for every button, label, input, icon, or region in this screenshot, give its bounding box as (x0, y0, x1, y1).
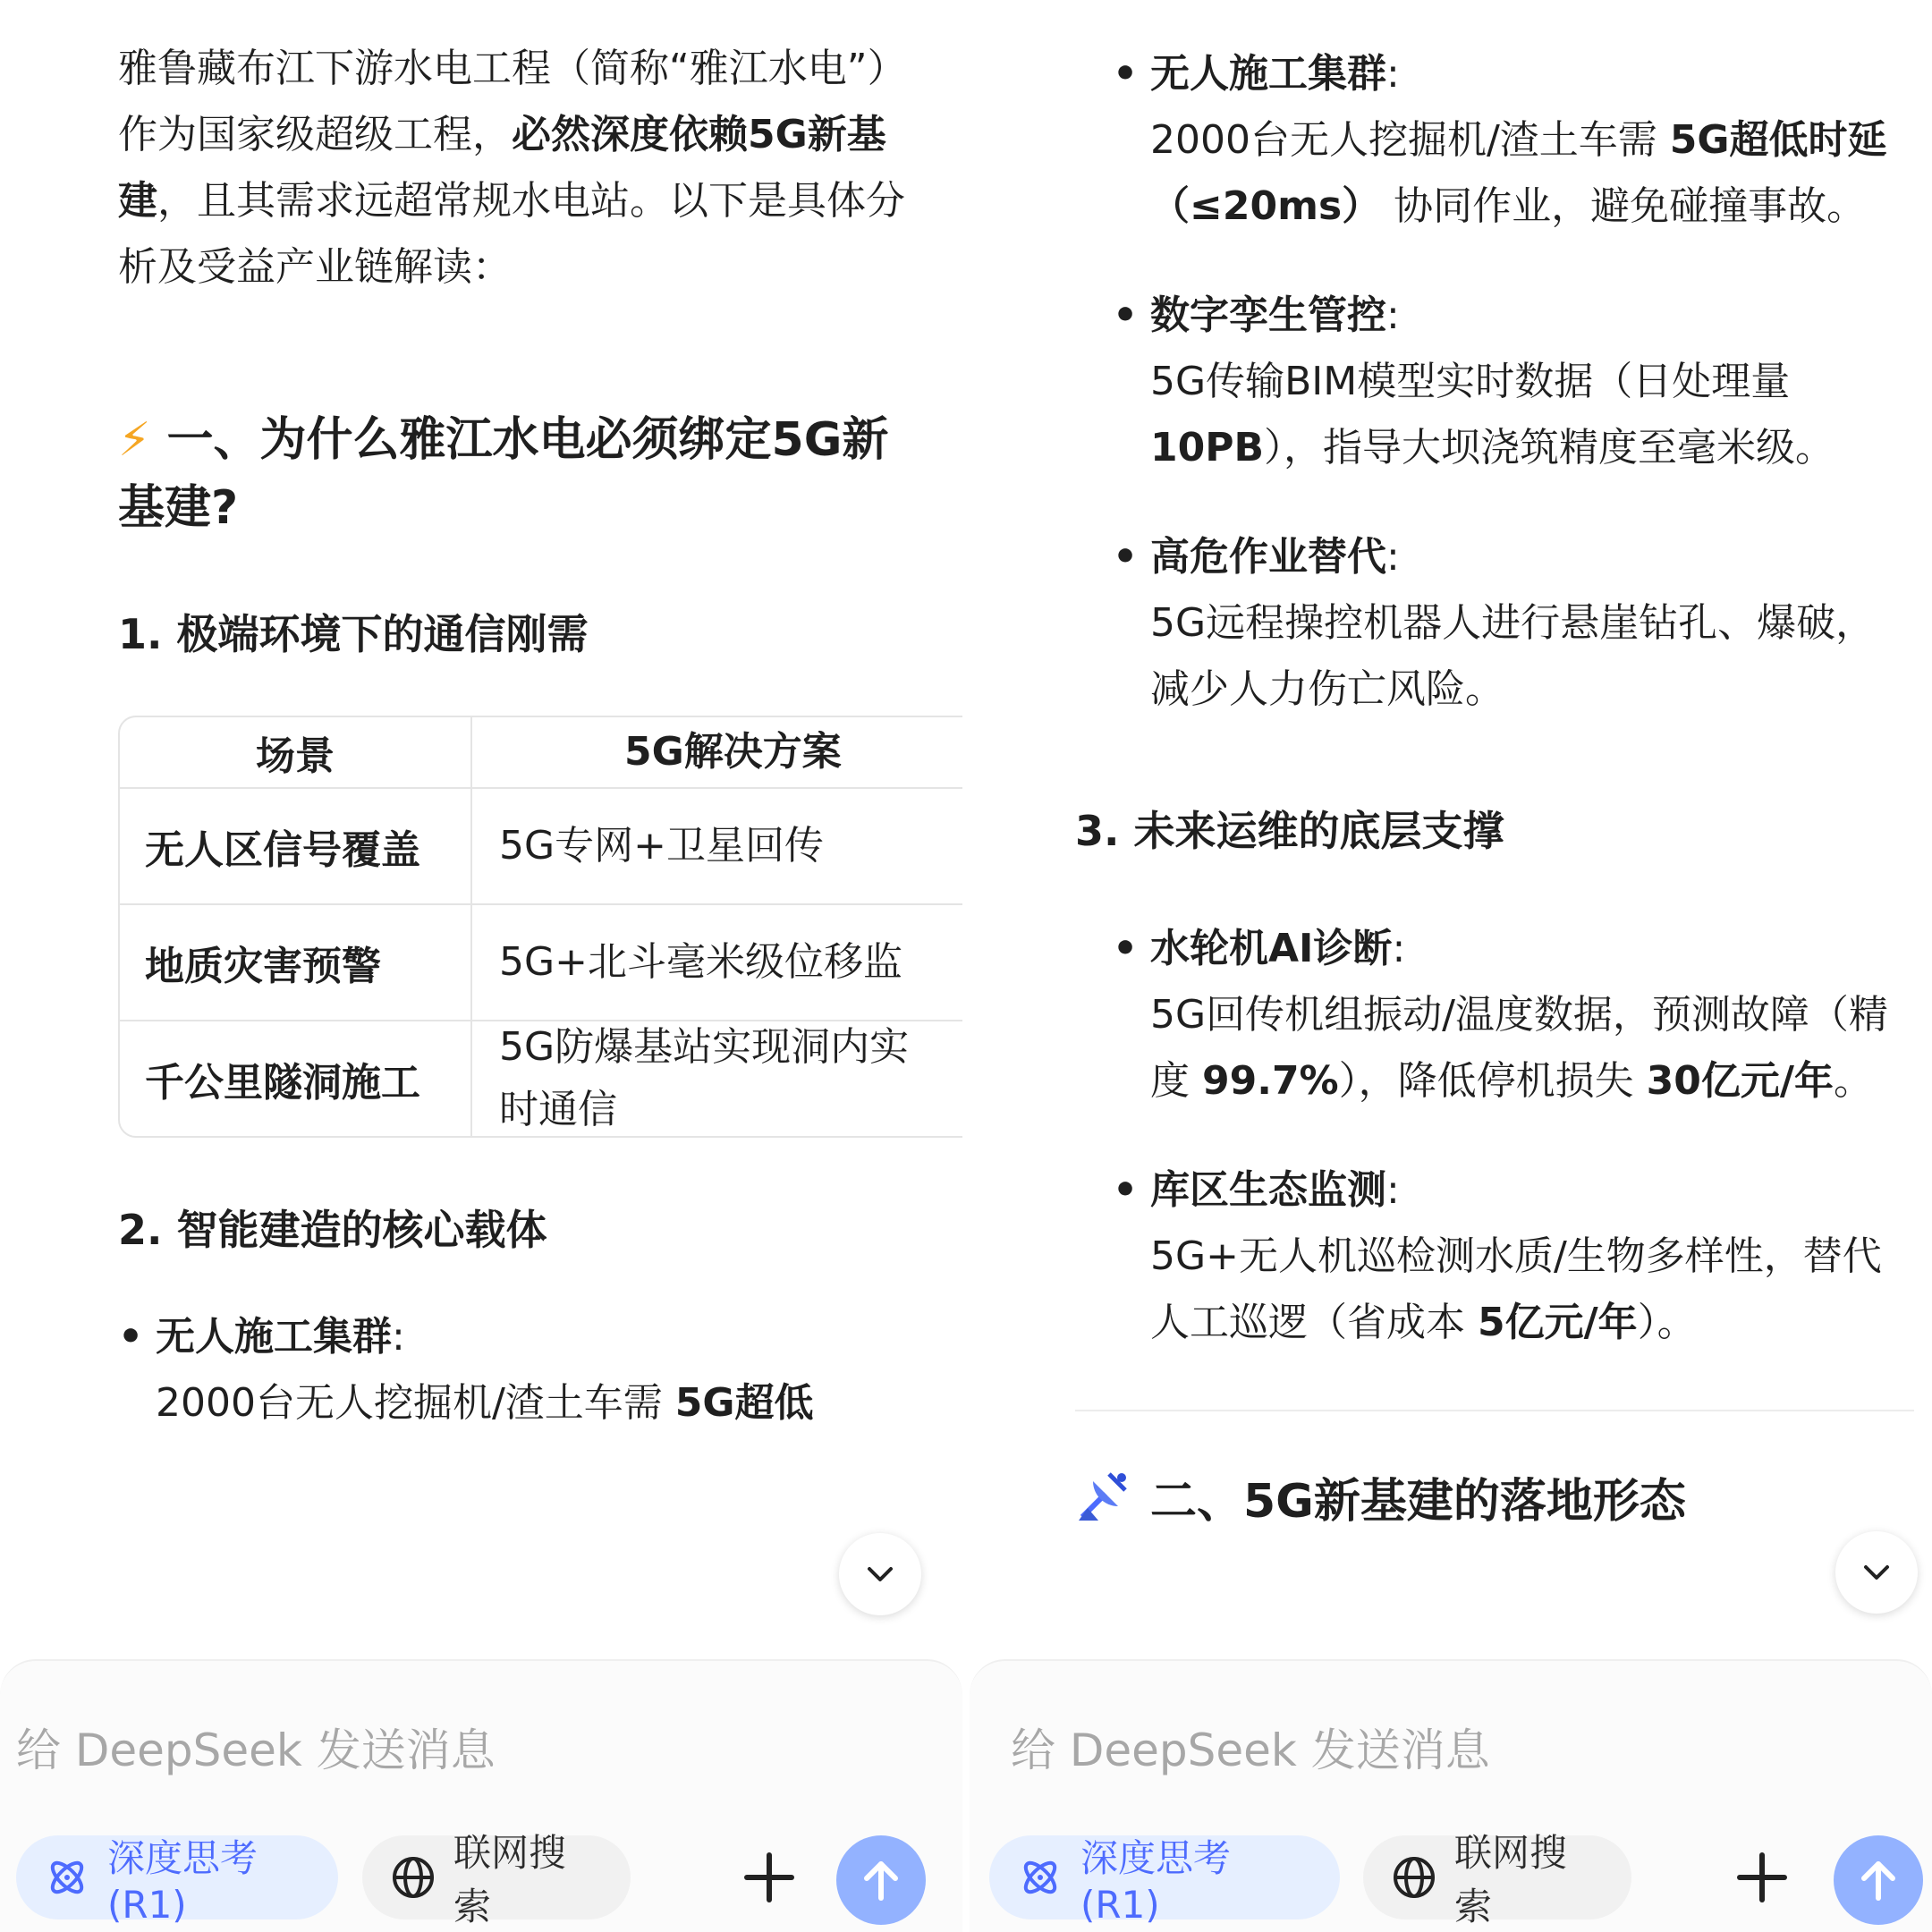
list-item-body: 5G远程操控机器人进行悬崖钻孔、爆破，减少人力伤亡风险。 (1150, 600, 1876, 712)
table-row (120, 787, 962, 903)
deep-think-label: 深度思考 (R1) (107, 1835, 258, 1927)
list-item-text: ），指导大坝浇筑精度至毫米级。 (1264, 425, 1835, 470)
table-cell-line: 5G防爆基站实现洞内实 (499, 1024, 910, 1070)
chevron-down-icon (862, 1556, 898, 1592)
list-item-text: ），降低停机损失 (1338, 1058, 1647, 1104)
list-item-text: 2000台无人挖掘机/渣土车需 (1150, 117, 1670, 163)
list-item-text: 5G+无人机巡检测水质/生物多样性，替代人工巡逻（省成本 (1150, 1233, 1882, 1345)
plus-icon (742, 1851, 796, 1904)
send-button[interactable] (836, 1835, 926, 1925)
list-item-text: 协同作业，避免碰撞事故。 (1381, 183, 1867, 229)
chevron-down-icon (1859, 1555, 1894, 1590)
table-header-cell: 5G解决方案 (624, 729, 842, 775)
table-header-cell: 场景 (120, 717, 472, 787)
list-item-body (156, 1370, 918, 1436)
scroll-down-button[interactable] (1835, 1531, 1918, 1614)
list-item-body (1150, 982, 1914, 1114)
composer (0, 1659, 962, 1932)
list-item-body (1150, 107, 1914, 240)
arrow-up-icon (856, 1855, 906, 1905)
list-item-bold: 5G超低时延（≤20ms） (1150, 117, 1887, 229)
list-item (1113, 283, 1914, 481)
send-button[interactable] (1834, 1835, 1923, 1925)
add-attachment-button[interactable] (1726, 1842, 1798, 1913)
list-item-colon: : (1392, 926, 1406, 971)
table-row (120, 1020, 962, 1136)
list-item-bold: 5G超低 (674, 1380, 814, 1426)
list-item-text: 2000台无人挖掘机/渣土车需 (156, 1380, 675, 1426)
intro-bold: 必然深度依赖5G新基建 (118, 112, 886, 224)
web-search-label: 联网搜索 (453, 1831, 567, 1928)
deep-think-button[interactable] (16, 1835, 338, 1927)
list-item-title: 数字孪生管控 (1150, 292, 1386, 338)
list-item-text: ）。 (1637, 1300, 1697, 1345)
list-item-title: 库区生态监测 (1150, 1167, 1386, 1213)
section-title: 一、为什么雅江水电必须绑定5G新基建? (118, 413, 889, 535)
list-item-text: 5G回传机组振动/温度数据，预测故障（精度 (1150, 992, 1888, 1104)
list-item-bold: 5亿元/年 (1478, 1300, 1638, 1345)
message-content (970, 0, 1932, 1659)
table-cell: 无人区信号覆盖 (120, 789, 472, 903)
message-input[interactable]: 给 DeepSeek 发送消息 (1011, 1724, 1490, 1776)
scenario-table[interactable] (118, 716, 962, 1138)
plus-icon (1735, 1851, 1789, 1904)
table-row (120, 903, 962, 1020)
list-item-title: 高危作业替代 (1150, 534, 1386, 580)
list-item-colon: : (1386, 292, 1400, 338)
table-cell-line: 时通信 (499, 1087, 617, 1132)
scroll-down-button[interactable] (839, 1533, 921, 1615)
intro-paragraph (118, 36, 918, 301)
list-item-bold: 10PB (1150, 425, 1265, 470)
satellite-dish-icon (1075, 1465, 1134, 1524)
subheading-2: 2. 智能建造的核心载体 (118, 1206, 547, 1254)
atom-icon (45, 1855, 89, 1900)
globe-icon (391, 1855, 436, 1900)
composer (970, 1659, 1932, 1932)
list-item (1113, 1157, 1914, 1356)
list-item-body (1150, 1224, 1914, 1356)
panel-divider (962, 0, 970, 1932)
add-attachment-button[interactable] (733, 1842, 805, 1913)
table-header-row (120, 717, 962, 787)
list-item-text: 5G传输BIM模型实时数据（日处理量 (1150, 359, 1791, 404)
deep-think-button[interactable] (989, 1835, 1340, 1927)
globe-icon (1392, 1855, 1436, 1900)
intro-text-2: ，且其需求远超常规水电站。以下是具体分析及受益产业链解读： (118, 178, 905, 290)
table-cell: 5G+北斗毫米级位移监 (499, 939, 902, 985)
list-item (118, 1304, 918, 1436)
lightning-icon: ⚡ (118, 413, 151, 467)
list-item-title: 水轮机AI诊断 (1150, 926, 1393, 971)
table-cell: 地质灾害预警 (120, 905, 472, 1020)
list-item-colon: : (1386, 51, 1400, 97)
list-item (1113, 916, 1914, 1114)
list-item-title: 无人施工集群 (1150, 51, 1386, 97)
list-item-colon: : (1386, 534, 1400, 580)
subheading-3: 3. 未来运维的底层支撑 (1075, 807, 1504, 855)
chat-panel-right (970, 0, 1932, 1932)
atom-icon (1018, 1855, 1063, 1900)
intro-text: 雅鲁藏布江下游水电工程（简称“雅江水电”）作为国家级超级工程， (118, 46, 907, 157)
list-item (1113, 41, 1914, 240)
list-item-bold: 99.7% (1202, 1058, 1339, 1104)
subheading-1: 1. 极端环境下的通信刚需 (118, 610, 589, 658)
arrow-up-icon (1853, 1855, 1903, 1905)
section-title: 二、5G新基建的落地形态 (1150, 1475, 1686, 1529)
list-item-bold: 30亿元/年 (1646, 1058, 1834, 1104)
section-heading-1 (118, 406, 918, 542)
table-cell: 千公里隧洞施工 (120, 1021, 472, 1136)
message-input[interactable]: 给 DeepSeek 发送消息 (16, 1724, 496, 1776)
web-search-label: 联网搜索 (1454, 1831, 1568, 1928)
chat-panel-left (0, 0, 962, 1932)
list-item-title: 无人施工集群 (156, 1314, 392, 1360)
list-item (1113, 524, 1914, 723)
list-item-text: 。 (1833, 1058, 1873, 1104)
list-item-colon: : (392, 1314, 405, 1360)
list-item-colon: : (1386, 1167, 1400, 1213)
message-content (0, 0, 962, 1659)
list-item-body (1150, 349, 1914, 481)
section-heading-2 (1075, 1465, 1914, 1536)
section-divider (1075, 1410, 1914, 1411)
web-search-button[interactable] (1363, 1831, 1631, 1928)
table-cell: 5G专网+卫星回传 (499, 823, 824, 869)
table-cell (472, 1021, 962, 1136)
deep-think-label: 深度思考 (R1) (1080, 1835, 1232, 1927)
web-search-button[interactable] (362, 1831, 631, 1928)
